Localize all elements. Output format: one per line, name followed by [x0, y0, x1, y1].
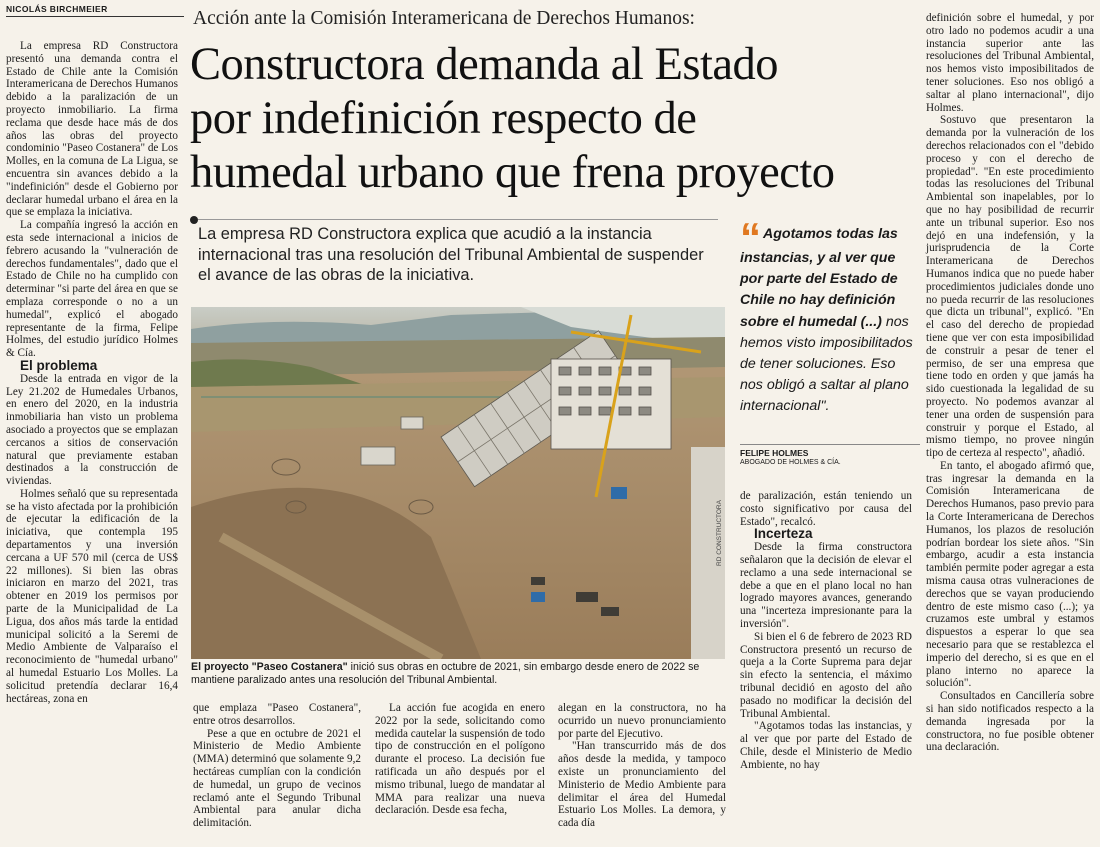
paragraph: Sostuvo que presentaron la demanda por la vulneración de los derechos relacionados con el "debido proceso y con el derecho de propiedad". "En este procedimiento todas las resoluciones del Tribunal Ambiental son inapelables, por lo que no hay posibilidad de recurrir ante un tribunal superior. Eso nos dejó en una indefensión, y la jurisprudencia de la Corte Interamericana de Derechos Humanos indica que no puede haber procedimientos judiciales donde uno no pueda recurrir de las resoluciones que dicta un tribunal", explicó. "En el caso del derecho de propiedad tiene que ver con esta imposibilidad de construir a pesar de tener el permiso, de ser una empresa que tiene todo en orden y que jamás ha sido cuestionada la legalidad de su proyecto. No podemos avanzar al tener una orden de suspensión para construir y porque el Estado, al mismo tiempo, no provee ningún tipo de certeza al respecto", añadió.	[926, 114, 1094, 460]
quote-author-role: ABOGADO DE HOLMES & CÍA.	[740, 459, 841, 466]
photo-credit: RD CONSTRUCTORA	[716, 500, 723, 566]
pull-quote	[740, 214, 920, 418]
byline: NICOLÁS BIRCHMEIER	[6, 4, 184, 17]
subhead-el-problema: El problema	[20, 357, 98, 373]
paragraph: Pese a que en octubre de 2021 el Ministerio de Medio Ambiente (MMA) determinó que solamente 9,2 hectáreas cumplían con la condición de humedal, un grupo de vecinos reclamó ante el Segundo Tribunal Ambiental para anular dicha delimitación.	[193, 727, 361, 830]
paragraph: Holmes señaló que su representada se ha visto afectada por la prohibición de ejecutar la edificación de la iniciativa, que contempla 195 departamentos y una inversión cercana a UF 570 mil (cerca de US$ 22 millones). Si bien las obras iniciaron en marzo del 2021, tras obtener en 2019 los permisos por parte de la Municipalidad de La Ligua, dos años más tarde la entidad municipal solicitó a la Seremi de Medio Ambiente de Valparaíso el reconocimiento de "humedal urbano" al humedal Estuario Los Molles. La solicitud pretendía declarar 16,4 hectáreas, zona en	[6, 487, 178, 705]
paragraph: En tanto, el abogado afirmó que, tras ingresar la demanda en la Comisión Interamericana de Derechos Humanos, paso previo para la Corte Interamericana de Derechos Humanos, los plazos de resolución podrían bordear los siete años. "Sin embargo, acudir a esta instancia también permite poder agregar a esta misma causa otras vulneraciones de derechos que se vayan produciendo dentro de este mismo caso (...); ya cruzamos este umbral y estamos dispuestos a esperar lo que sea necesario para que se restablezca el imperio del derecho, si es que en el plano interno no aparece la solución".	[926, 459, 1094, 690]
quote-author-name: FELIPE HOLMES	[740, 448, 809, 458]
article-column-6	[926, 12, 1094, 754]
article-column-5	[740, 490, 912, 772]
article-column-3	[375, 702, 545, 817]
article-column-2	[193, 702, 361, 830]
paragraph: Desde la entrada en vigor de la Ley 21.202 de Humedales Urbanos, en enero del 2020, en la industria inmobiliaria han visto un problema asociado a proyectos que se emplazan cercanos a sitios de conservación natural que previamente estaban destinados a la construcción de viviendas.	[6, 372, 178, 488]
photo-caption	[191, 661, 725, 687]
paragraph: "Agotamos todas las instancias, y al ver que por parte del Estado de Chile, desde el Ministerio de Medio Ambiente, no hay	[740, 720, 912, 771]
aerial-photo-illustration	[191, 307, 725, 659]
construction-site-photo	[191, 307, 725, 659]
headline-line-3: humedal urbano que frena proyecto	[190, 147, 835, 198]
pull-quote-strong: Agotamos todas las instancias, y al ver que por parte del Estado de Chile no hay definición sobre el humedal (...)	[740, 226, 898, 330]
paragraph: de paralización, están teniendo un costo significativo por causa del Estado", recalcó.	[740, 490, 912, 528]
pull-quote-rest: nos hemos visto imposibilitados de tener soluciones. Eso nos obligó a saltar al plano internacional".	[740, 313, 913, 415]
article-column-1	[6, 40, 178, 705]
dek-bullet-icon	[190, 216, 198, 224]
paragraph: La compañía ingresó la acción en esta sede internacional a inicios de febrero acusando la "vulneración de derechos fundamentales", dado que el Estado de Chile no ha cumplido con determinar "si parte del área en que se emplaza corresponde o no a un humedal", explicó el abogado representante de la firma, Felipe Holmes, del estudio jurídico Holmes & Cía.	[6, 219, 178, 360]
paragraph: Si bien el 6 de febrero de 2023 RD Constructora presentó un recurso de queja a la Corte Suprema para dejar sin efecto la sentencia, el máximo tribunal decidió en agosto del año pasado no modificar la decisión del Tribunal Ambiental.	[740, 630, 912, 720]
caption-text: inició sus obras en octubre de 2021, sin embargo desde enero de 2022 se mantiene paralizado antes una resolución del Tribunal Ambiental.	[191, 661, 700, 686]
headline-line-1: Constructora demanda al Estado	[190, 39, 779, 90]
dek: La empresa RD Constructora explica que acudió a la instancia internacional tras una resolución del Tribunal Ambiental de suspender el avance de las obras de la iniciativa.	[198, 225, 704, 284]
quote-attribution	[740, 444, 920, 466]
article-column-4	[558, 702, 726, 830]
quote-mark-icon: “	[740, 214, 761, 261]
paragraph: La empresa RD Constructora presentó una demanda contra el Estado de Chile ante la Comisión Interamericana de Derechos Humanos debido a la paralización de un proyecto inmobiliario. La firma reclama que desde hace más de dos años las obras del proyecto condominio "Paseo Costanera" de Los Molles, en la comuna de La Ligua, se encuentra sin avances debido a la "indefinición" desde el Gobierno por declarar humedal urbano el área en la que se emplaza la iniciativa.	[6, 40, 178, 219]
subhead-incerteza: Incerteza	[754, 526, 813, 542]
paragraph: Desde la firma constructora señalaron que la decisión de elevar el reclamo a una sede internacional se debe a que en el plano local no han logrado mayores avances, generando una "incerteza impresionante para la inversión".	[740, 541, 912, 630]
caption-lead: El proyecto "Paseo Costanera"	[191, 661, 348, 673]
paragraph: "Han transcurrido más de dos años desde la medida, y tampoco existe un pronunciamiento del Ministerio de Medio Ambiente para delimitar el área del Humedal Estuario Los Molles. La demora, y cada día	[558, 740, 726, 830]
headline-line-2: por indefinición respecto de	[190, 93, 697, 144]
paragraph: alegan en la constructora, no ha ocurrido un nuevo pronunciamiento por parte del Ejecutivo.	[558, 702, 726, 740]
headline	[190, 38, 890, 200]
dek-divider	[198, 219, 718, 220]
paragraph: Consultados en Cancillería sobre si han sido notificados respecto a la demanda ingresada por la constructora, no fue posible obtener una declaración.	[926, 690, 1094, 754]
kicker: Acción ante la Comisión Interamericana de Derechos Humanos:	[193, 8, 695, 29]
paragraph: La acción fue acogida en enero 2022 por la sede, solicitando como medida cautelar la suspensión de todo tipo de construcción en el polígono durante el proceso. La decisión fue ratificada un año después por el mismo tribunal, luego de mandatar al MMA para realizar una nueva declaración. Desde esa fecha,	[375, 702, 545, 817]
paragraph: definición sobre el humedal, y por otro lado no podemos acudir a una instancia superior ante las resoluciones del Tribunal Ambiental, nos hemos visto imposibilitados de tener soluciones. Eso nos obligó a saltar al plano internacional", dijo Holmes.	[926, 12, 1094, 114]
paragraph: que emplaza "Paseo Costanera", entre otros desarrollos.	[193, 702, 361, 727]
